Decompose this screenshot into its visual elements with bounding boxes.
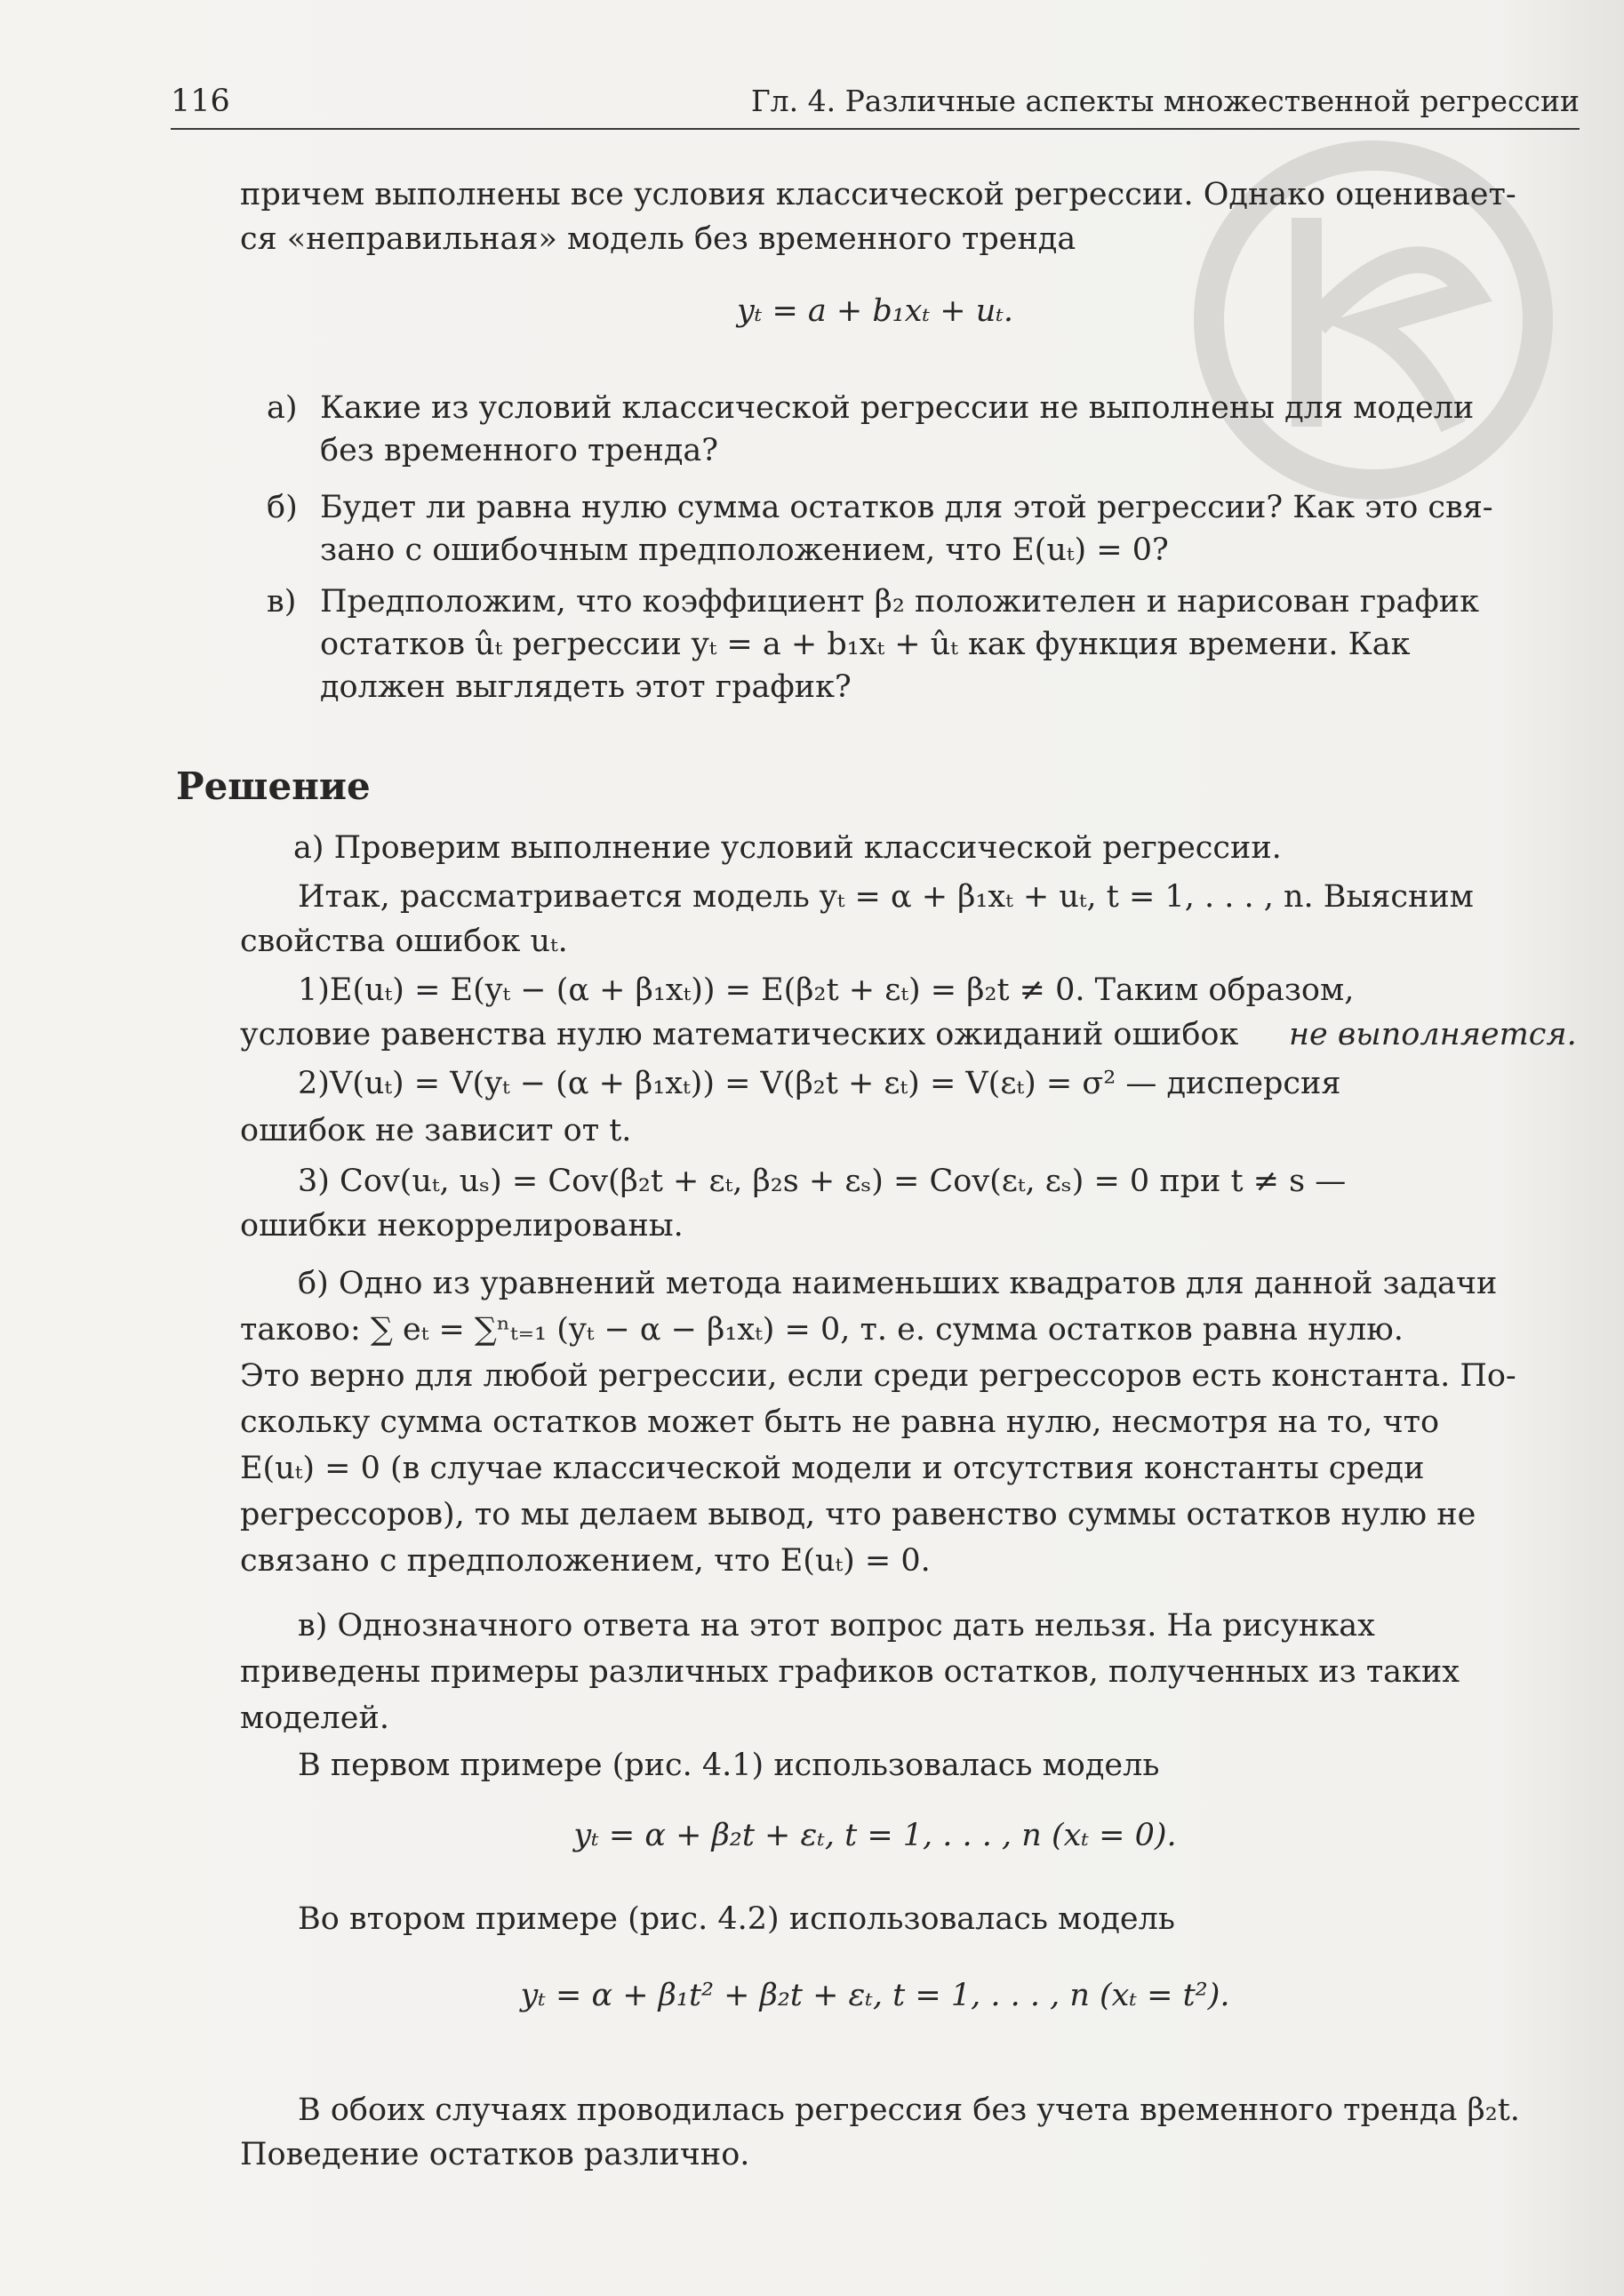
question-line: Будет ли равна нулю сумма остатков для этой регрессии? Как это свя- <box>320 490 1493 525</box>
question-line: должен выглядеть этот график? <box>320 669 852 705</box>
intro-line-1: причем выполнены все условия классической регрессии. Однако оценивает- <box>240 177 1516 212</box>
solution-line: ошибок не зависит от t. <box>240 1113 632 1148</box>
solution-line: E(uₜ) = 0 (в случае классической модели и отсутствия константы среди <box>240 1451 1425 1486</box>
solution-line: а) Проверим выполнение условий классической регрессии. <box>293 830 1282 866</box>
page-header <box>171 78 1580 130</box>
solution-line: связано с предположением, что E(uₜ) = 0. <box>240 1543 931 1579</box>
question-line: Какие из условий классической регрессии не выполнены для модели <box>320 390 1475 426</box>
solution-line: Во втором примере (рис. 4.2) использовалась модель <box>298 1901 1175 1937</box>
intro-formula: yₜ = a + b₁xₜ + uₜ. <box>736 293 1014 329</box>
solution-heading: Решение <box>176 764 371 808</box>
solution-line: 3) Cov(uₜ, uₛ) = Cov(β₂t + εₜ, β₂s + εₛ) = Cov(εₜ, εₛ) = 0 при t ≠ s — <box>298 1164 1347 1199</box>
solution-line: ошибки некоррелированы. <box>240 1208 684 1244</box>
page-number: 116 <box>171 84 230 119</box>
solution-line: б) Одно из уравнений метода наименьших квадратов для данной задачи <box>298 1266 1498 1301</box>
chapter-title: Гл. 4. Различные аспекты множественной регрессии <box>750 84 1580 118</box>
question-marker: в) <box>267 584 297 620</box>
solution-line: скольку сумма остатков может быть не равна нулю, несмотря на то, что <box>240 1404 1440 1440</box>
solution-emphasis: не выполняется. <box>1289 1017 1577 1052</box>
question-marker: а) <box>267 390 298 426</box>
solution-line: моделей. <box>240 1700 389 1736</box>
solution-line: в) Однозначного ответа на этот вопрос дать нельзя. На рисунках <box>298 1608 1375 1644</box>
solution-line: 1)E(uₜ) = E(yₜ − (α + β₁xₜ)) = E(β₂t + εₜ) = β₂t ≠ 0. Таким образом, <box>298 972 1355 1008</box>
question-line: Предположим, что коэффициент β₂ положителен и нарисован график <box>320 584 1480 620</box>
solution-line: Итак, рассматривается модель yₜ = α + β₁xₜ + uₜ, t = 1, . . . , n. Выясним <box>298 879 1474 915</box>
intro-line-2: ся «неправильная» модель без временного тренда <box>240 221 1076 257</box>
solution-line: В первом примере (рис. 4.1) использовалась модель <box>298 1748 1160 1783</box>
model-formula-1: yₜ = α + β₂t + εₜ, t = 1, . . . , n (xₜ = 0). <box>573 1818 1177 1853</box>
solution-line: Поведение остатков различно. <box>240 2137 750 2172</box>
question-line: без временного тренда? <box>320 433 719 468</box>
question-marker: б) <box>267 490 298 525</box>
solution-line: регрессоров), то мы делаем вывод, что равенство суммы остатков нулю не <box>240 1497 1476 1532</box>
question-line: зано с ошибочным предположением, что E(uₜ) = 0? <box>320 532 1169 568</box>
solution-line: таково: ∑ eₜ = ∑ⁿₜ₌₁ (yₜ − α − β₁xₜ) = 0, т. е. сумма остатков равна нулю. <box>240 1312 1404 1348</box>
question-line: остатков ûₜ регрессии yₜ = a + b₁xₜ + ûₜ как функция времени. Как <box>320 627 1411 662</box>
solution-line: условие равенства нулю математических ожиданий ошибок <box>240 1017 1239 1052</box>
model-formula-2: yₜ = α + β₁t² + β₂t + εₜ, t = 1, . . . , n (xₜ = t²). <box>520 1978 1230 2013</box>
solution-line: Это верно для любой регрессии, если среди регрессоров есть константа. По- <box>240 1358 1516 1394</box>
solution-line: приведены примеры различных графиков остатков, полученных из таких <box>240 1654 1460 1690</box>
solution-line: 2)V(uₜ) = V(yₜ − (α + β₁xₜ)) = V(β₂t + εₜ) = V(εₜ) = σ² — дисперсия <box>298 1066 1341 1101</box>
solution-line: свойства ошибок uₜ. <box>240 924 568 959</box>
solution-line: В обоих случаях проводилась регрессия без учета временного тренда β₂t. <box>298 2092 1520 2128</box>
